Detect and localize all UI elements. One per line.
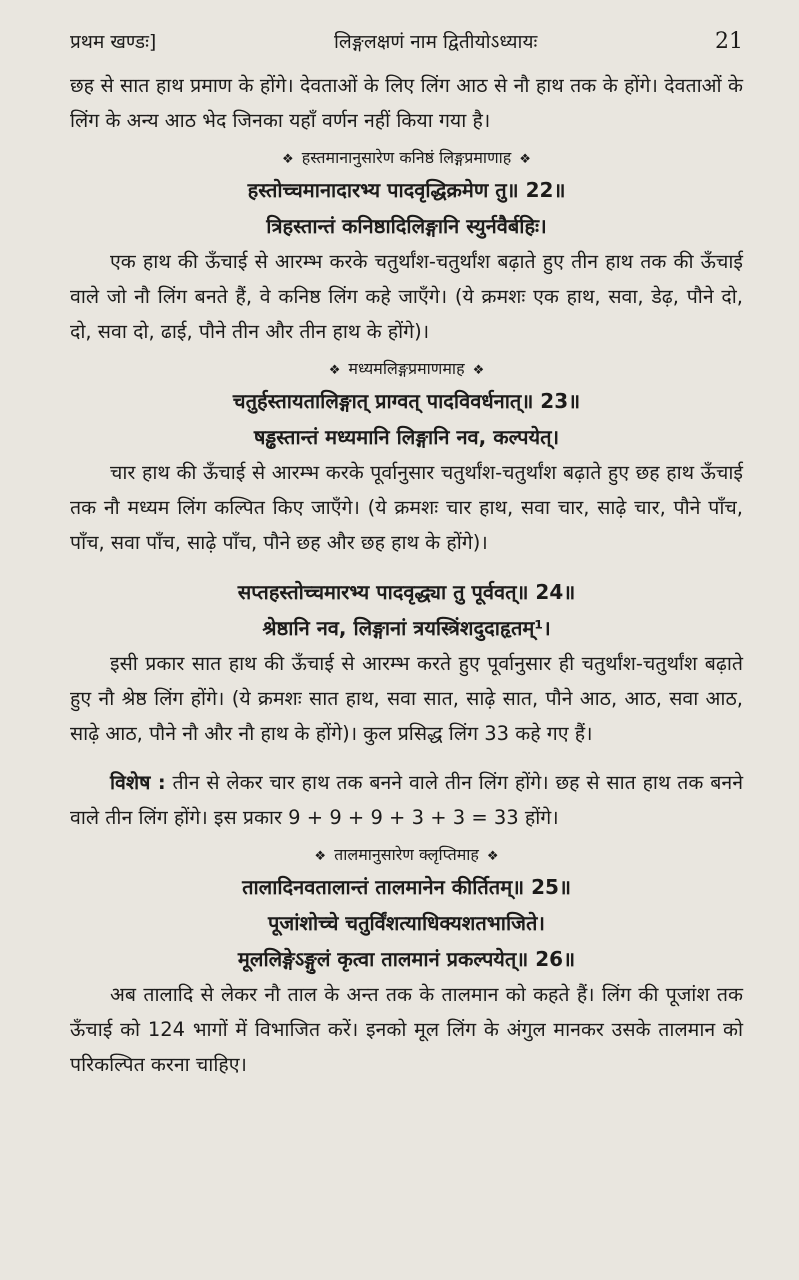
- verse-line: षड्ढस्तान्तं मध्यमानि लिङ्गानि नव, कल्पयेत्।: [253, 425, 560, 449]
- paragraph: चार हाथ की ऊँचाई से आरम्भ करके पूर्वानुसार चतुर्थांश-चतुर्थांश बढ़ाते हुए छह हाथ ऊँचाई तक नौ मध्यम लिंग कल्पित किए जाएँगे। (ये क्रमशः चार हाथ, सवा चार, साढ़े चार, पौने पाँच, पाँच, सवा पाँच, साढ़े पाँच, पौने छह और छह हाथ के होंगे)।: [70, 461, 743, 554]
- ornament-icon: ❖: [519, 152, 531, 167]
- note-text: तीन से लेकर चार हाथ तक बनने वाले तीन लिंग होंगे। छह से सात हाथ तक बनने वाले तीन लिंग होंगे। इस प्रकार 9 + 9 + 9 + 3 + 3 = 33 होंगे।: [70, 771, 744, 829]
- verse-line: त्रिहस्तान्तं कनिष्ठादिलिङ्गानि स्युर्नवैर्बहिः।: [266, 214, 547, 238]
- verse-line: श्रेष्ठानि नव, लिङ्गानां त्रयस्त्रिंशदुदाहृतम्¹।: [262, 616, 551, 640]
- note-paragraph: [70, 765, 743, 835]
- ornament-icon: ❖: [314, 849, 327, 864]
- verse-line: पूजांशोच्चे चतुर्विंशत्याधिक्यशतभाजिते।: [268, 911, 545, 935]
- verse-line: हस्तोच्चमानादारभ्य पादवृद्धिक्रमेण तु॥ 22॥: [247, 178, 566, 202]
- paragraph: इसी प्रकार सात हाथ की ऊँचाई से आरम्भ करते हुए पूर्वानुसार ही चतुर्थांश-चतुर्थांश बढ़ाते हुए नौ श्रेष्ठ लिंग होंगे। (ये क्रमशः सात हाथ, सवा सात, साढ़े सात, पौने आठ, आठ, सवा आठ, साढ़े आठ, पौने नौ और नौ हाथ के होंगे)। कुल प्रसिद्ध लिंग 33 कहे गए हैं।: [70, 652, 743, 745]
- paragraph: छह से सात हाथ प्रमाण के होंगे। देवताओं के लिए लिंग आठ से नौ हाथ तक के होंगे। देवताओं के लिंग के अन्य आठ भेद जिनका यहाँ वर्णन नहीं किया गया है।: [70, 74, 743, 132]
- section-heading: ❖ मध्यमलिङ्गप्रमाणमाह ❖: [328, 359, 485, 378]
- note-label: विशेष :: [110, 771, 166, 794]
- verse-line: चतुर्हस्तायतालिङ्गात् प्राग्वत् पादविवर्धनात्॥ 23॥: [232, 389, 581, 413]
- page-number: 21: [715, 29, 743, 54]
- verse-line: सप्तहस्तोच्चमारभ्य पादवृद्ध्या तु पूर्ववत्॥ 24॥: [237, 580, 576, 604]
- verse-line: मूललिङ्गेऽङ्गुलं कृत्वा तालमानं प्रकल्पयेत्॥ 26॥: [237, 947, 576, 971]
- section-label: प्रथम खण्डः]: [70, 31, 157, 53]
- running-header: [70, 28, 743, 54]
- section-heading: ❖ हस्तमानानुसारेण कनिष्ठं लिङ्गप्रमाणाह ❖: [282, 148, 531, 167]
- paragraph: अब तालादि से लेकर नौ ताल के अन्त तक के तालमान को कहते हैं। लिंग की पूजांश तक ऊँचाई को 124 भागों में विभाजित करें। इनको मूल लिंग के अंगुल मानकर उसके तालमान को परिकल्पित करना चाहिए।: [70, 983, 743, 1076]
- ornament-icon: ❖: [328, 363, 341, 378]
- ornament-icon: ❖: [472, 363, 485, 378]
- chapter-title: लिङ्गलक्षणं नाम द्वितीयोऽध्यायः: [334, 31, 538, 53]
- ornament-icon: ❖: [282, 152, 294, 167]
- paragraph: एक हाथ की ऊँचाई से आरम्भ करके चतुर्थांश-चतुर्थांश बढ़ाते हुए तीन हाथ तक की ऊँचाई वाले जो नौ लिंग बनते हैं, वे कनिष्ठ लिंग कहे जाएँगे। (ये क्रमशः एक हाथ, सवा, डेढ़, पौने दो, दो, सवा दो, ढाई, पौने तीन और तीन हाथ के होंगे)।: [70, 250, 743, 343]
- ornament-icon: ❖: [486, 849, 499, 864]
- section-heading: ❖ तालमानुसारेण क्लृप्तिमाह ❖: [314, 845, 499, 864]
- verse-line: तालादिनवतालान्तं तालमानेन कीर्तितम्॥ 25॥: [242, 875, 571, 899]
